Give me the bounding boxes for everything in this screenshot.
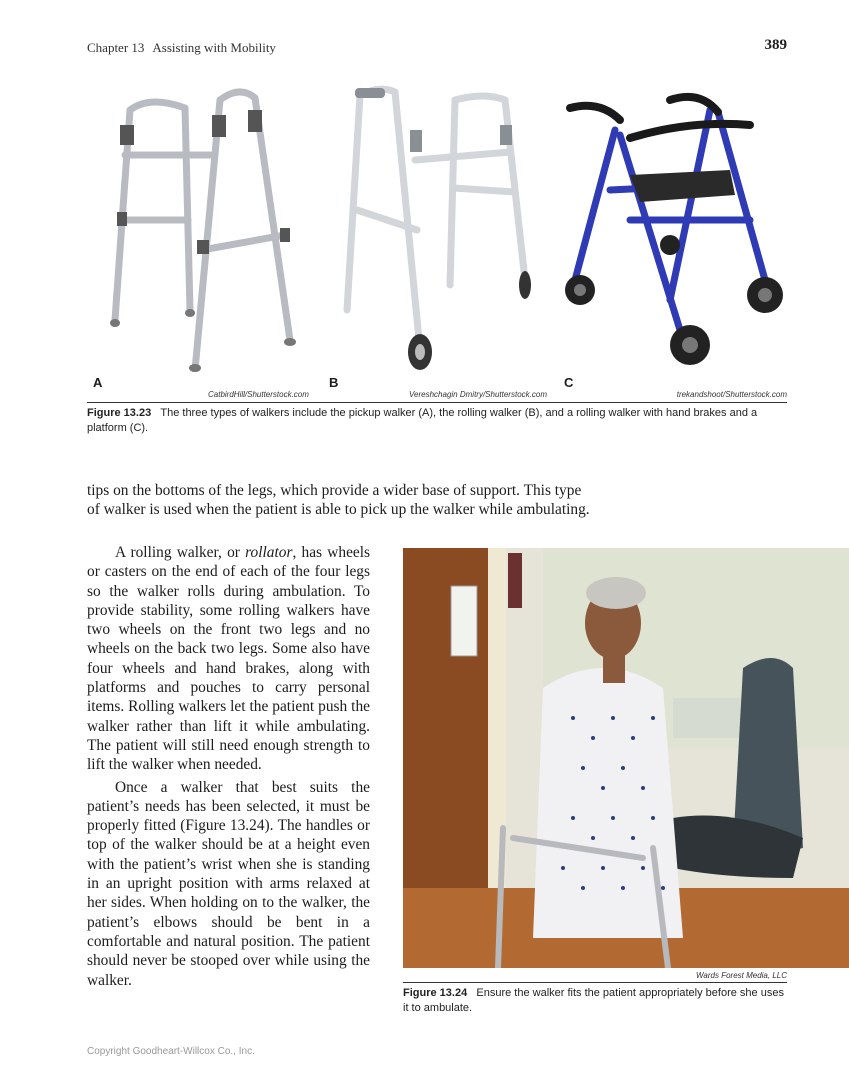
para2-start: A rolling walker, or: [115, 544, 246, 561]
panel-letter-a: A: [93, 375, 103, 390]
figure-rule: [87, 402, 787, 403]
walker-c-image: [560, 80, 790, 375]
chapter-label: Chapter 13: [87, 40, 145, 55]
body-column: [87, 543, 370, 990]
body-paragraph-3: Once a walker that best suits the patient’s needs has been selected, it must be properly fitted (Figure 13.24). The handles or top of the walker should be at a height even with the patient’s wrist when she is standing in an upright position with arms relaxed at her sides. When holding on to the walker, the patient’s elbows should be bent in a comfortable and natural position. The patient should never be stooped over while using the walker.: [87, 778, 370, 989]
photo-credit-b: Vereshchagin Dmitry/Shutterstock.com: [409, 390, 547, 399]
copyright-footer: Copyright Goodheart-Willcox Co., Inc.: [87, 1046, 255, 1057]
para2-rest: , has wheels or casters on the end of each of the four legs so the walker rolls during ambulation. To provide stability, some rolling walkers have two wheels on the front two legs and no wheels on the back two legs. Some also have four wheels and hand brakes, along with platforms and pouches to carry personal items. Rolling walkers let the patient push the walker rather than lift it while ambulating. The patient will still need enough strength to lift the walker when needed.: [87, 544, 370, 774]
body-paragraph-1: [87, 481, 596, 520]
running-header: [87, 40, 276, 56]
term-rollator: rollator: [245, 544, 293, 561]
photo-credit-c: trekandshoot/Shutterstock.com: [676, 390, 787, 399]
walker-a-image: [90, 80, 320, 372]
walker-b-image: [335, 80, 550, 375]
figure-13-24-caption: [403, 986, 787, 1016]
figure-24-rule: [403, 982, 787, 983]
caption-text-24: Ensure the walker fits the patient appropriately before she uses it to ambulate.: [403, 987, 784, 1014]
figure-13-23-caption: [87, 406, 787, 436]
photo-credit-24: Wards Forest Media, LLC: [696, 971, 787, 980]
page-number: 389: [764, 37, 787, 53]
patient-walker-photo: [403, 548, 849, 968]
caption-text: The three types of walkers include the pickup walker (A), the rolling walker (B), and a rolling walker with hand brakes and a platform (C).: [87, 407, 758, 434]
caption-label: Figure 13.23: [87, 407, 152, 419]
body-paragraph-2: [87, 543, 370, 775]
panel-letter-c: C: [564, 375, 574, 390]
paragraph-text: tips on the bottoms of the legs, which provide a wider base of support. This type of walker is used when the patient is able to pick up the walker while ambulating.: [87, 482, 590, 519]
caption-label-24: Figure 13.24: [403, 987, 468, 999]
photo-credit-a: CatbirdHill/Shutterstock.com: [208, 390, 309, 399]
chapter-title: Assisting with Mobility: [152, 40, 276, 55]
panel-letter-b: B: [329, 375, 339, 390]
